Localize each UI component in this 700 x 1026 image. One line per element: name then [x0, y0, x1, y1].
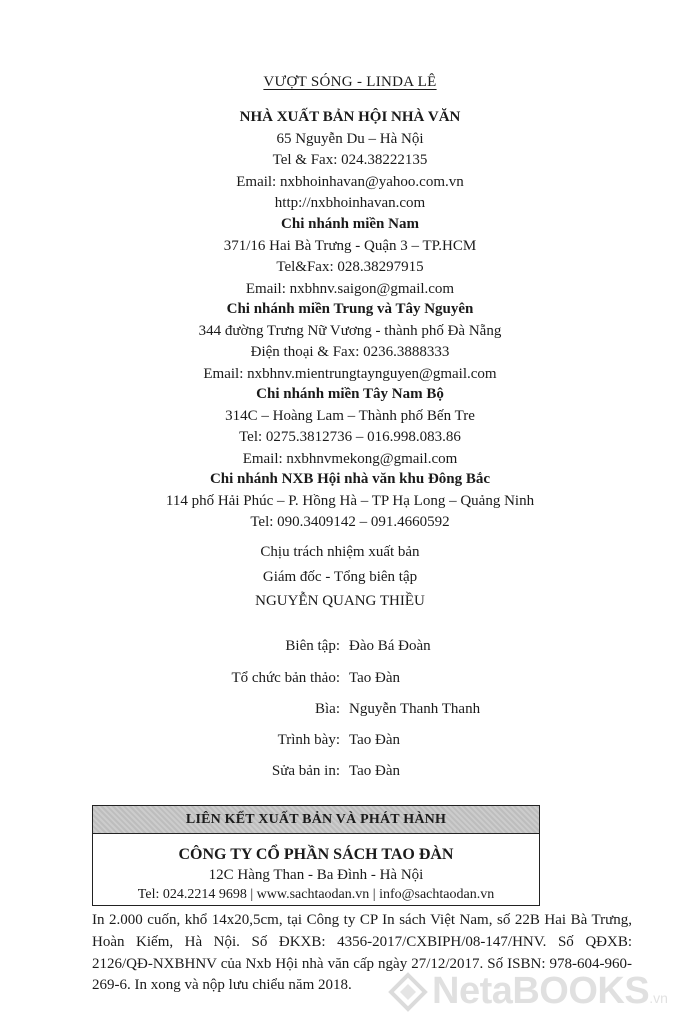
watermark-brand: NetaBOOKS [432, 970, 650, 1012]
staff-name: Tao Đàn [349, 732, 401, 748]
branch-name: Chi nhánh miền Trung và Tây Nguyên [226, 301, 474, 317]
branch-email: Email: nxbhnvmekong@gmail.com [242, 450, 458, 467]
imprint-text: In 2.000 cuốn, khổ 14x20,5cm, tại Công ty CP In sách Việt Nam, số 22B Hai Bà Trưng, Hoàn Kiếm, Hà Nội. Số ĐKXB: 4356-2017/CXBIPH/08-147/HNV. Số QĐXB: 2126/QĐ-NXBHNV của Nxb Hội nhà văn cấp ngày 27/12/2017. Số ISBN: 978-604-960-269-6. In xong và nộp lưu chiểu năm 2018. [92, 912, 632, 994]
staff-name: Tao Đàn [349, 670, 401, 686]
branch-central [0, 299, 700, 385]
branch-name: Chi nhánh NXB Hội nhà văn khu Đông Bắc [209, 471, 491, 487]
branch-southwest [0, 384, 700, 470]
watermark [388, 968, 688, 1020]
branch-address: 114 phố Hải Phúc – P. Hồng Hà – TP Hạ Long – Quảng Ninh [165, 492, 535, 509]
watermark-text [432, 970, 668, 1013]
staff-row [0, 670, 700, 692]
branch-address: 344 đường Trưng Nữ Vương - thành phố Đà Nẵng [198, 322, 502, 339]
publisher-block [0, 107, 700, 215]
partner-header: LIÊN KẾT XUẤT BẢN VÀ PHÁT HÀNH [93, 806, 539, 834]
staff-name: Nguyễn Thanh Thanh [349, 701, 481, 717]
partner-box [92, 805, 540, 906]
staff-role: Bìa: [315, 701, 340, 717]
staff-row [0, 732, 700, 754]
publisher-website: http://nxbhoinhavan.com [274, 195, 426, 211]
responsibility-label: Chịu trách nhiệm xuất bản [260, 544, 420, 560]
branch-phone: Tel: 090.3409142 – 091.4660592 [250, 514, 450, 530]
branch-name: Chi nhánh miền Nam [281, 216, 419, 232]
branch-phone: Điện thoại & Fax: 0236.3888333 [250, 344, 450, 360]
branch-email: Email: nxbhnv.mientrungtaynguyen@gmail.com [203, 365, 497, 382]
publisher-name: NHÀ XUẤT BẢN HỘI NHÀ VĂN [239, 109, 461, 125]
staff-row [0, 763, 700, 785]
branch-phone: Tel: 0275.3812736 – 016.998.083.86 [239, 429, 461, 445]
publisher-email: Email: nxbhoinhavan@yahoo.com.vn [236, 173, 464, 190]
branch-northeast [0, 469, 700, 534]
publisher-phone: Tel & Fax: 024.38222135 [272, 152, 428, 168]
branch-email: Email: nxbhnv.saigon@gmail.com [245, 280, 455, 297]
branch-name: Chi nhánh miền Tây Nam Bộ [256, 386, 444, 402]
responsibility-position: Giám đốc - Tổng biên tập [262, 569, 418, 585]
series-title: VƯỢT SÓNG - LINDA LÊ [263, 74, 437, 90]
staff-row [0, 638, 700, 660]
staff-row [0, 701, 700, 723]
staff-role: Trình bày: [277, 732, 340, 748]
staff-role: Sửa bản in: [271, 763, 340, 779]
branch-phone: Tel&Fax: 028.38297915 [276, 259, 424, 275]
responsibility-person: NGUYỄN QUANG THIỀU [255, 593, 425, 609]
staff-role: Tổ chức bản thảo: [231, 670, 340, 686]
staff-name: Đào Bá Đoàn [349, 638, 431, 654]
partner-contact: Tel: 024.2214 9698 | www.sachtaodan.vn | info@sachtaodan.vn [137, 887, 495, 902]
partner-address: 12C Hàng Than - Ba Đình - Hà Nội [208, 867, 424, 883]
watermark-suffix: .vn [649, 990, 668, 1006]
staff-role: Biên tập: [285, 638, 340, 654]
staff-name: Tao Đàn [349, 763, 401, 779]
partner-company: CÔNG TY CỔ PHẦN SÁCH TAO ĐÀN [178, 846, 454, 863]
branch-south [0, 214, 700, 300]
branch-address: 371/16 Hai Bà Trưng - Quận 3 – TP.HCM [223, 237, 477, 254]
publisher-address: 65 Nguyễn Du – Hà Nội [276, 130, 424, 147]
book-logo-icon [388, 972, 428, 1012]
branch-address: 314C – Hoàng Lam – Thành phố Bến Tre [225, 407, 475, 424]
